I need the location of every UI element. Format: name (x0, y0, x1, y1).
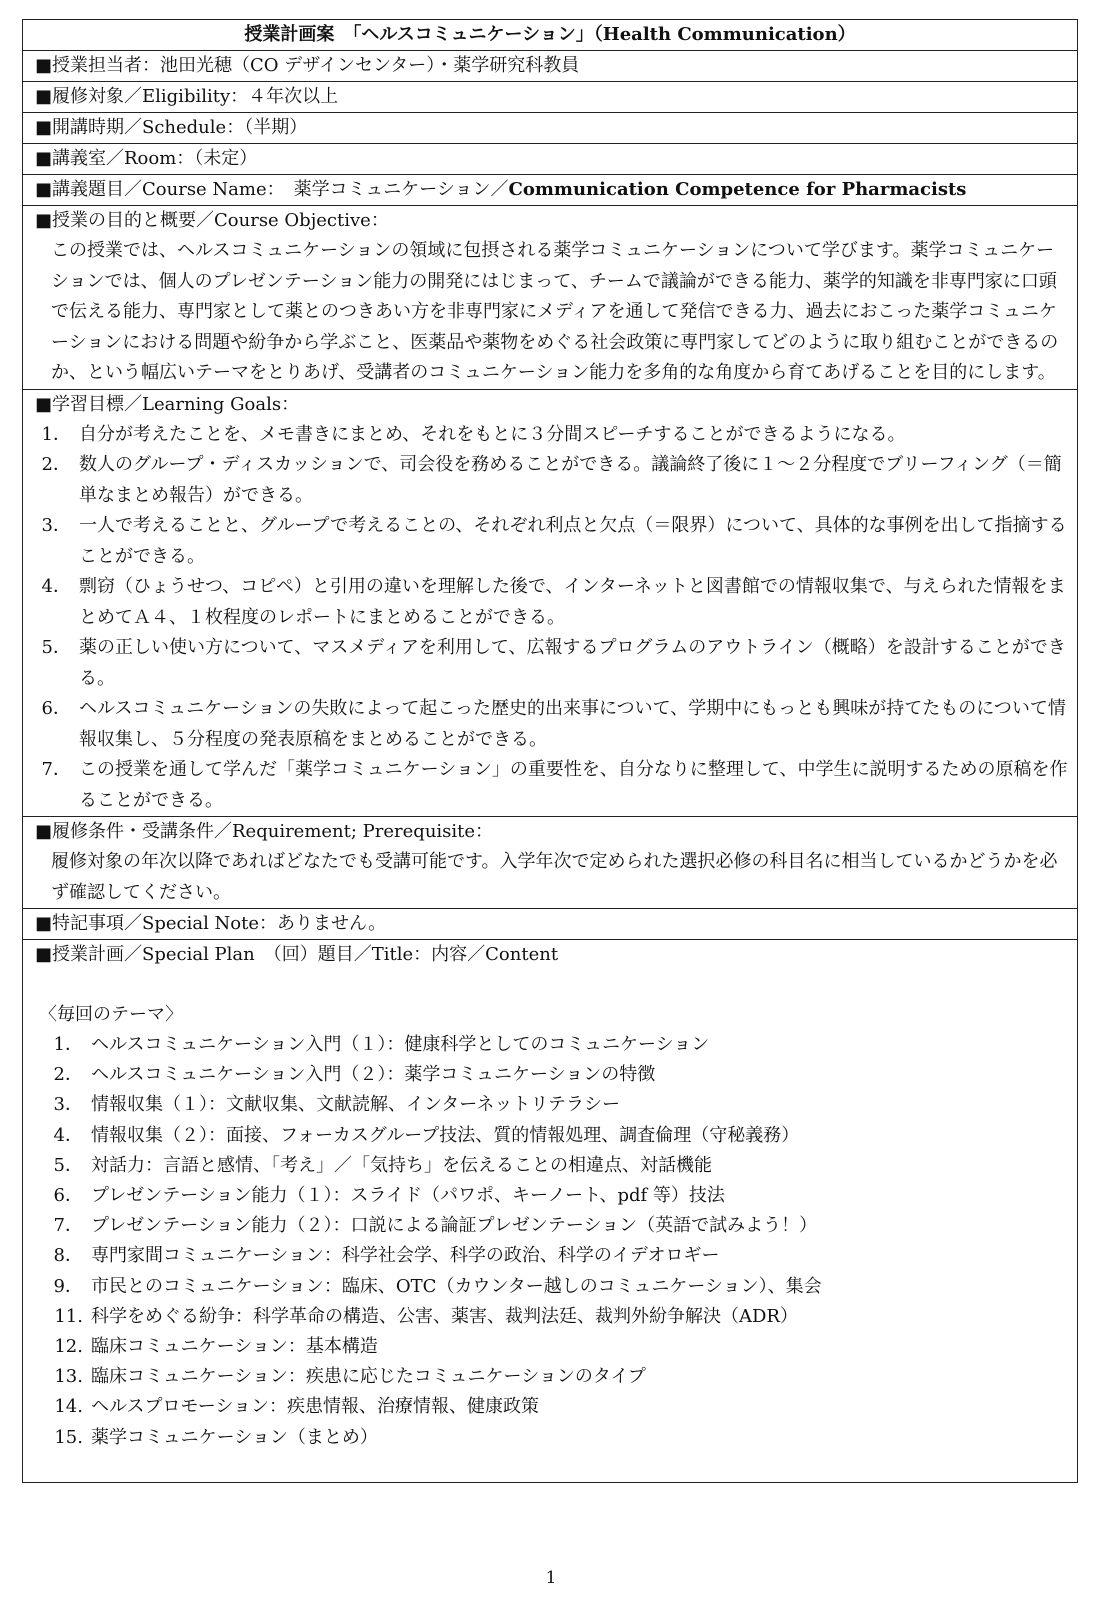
session-number: 7． (53, 1215, 83, 1237)
session-number: 2． (53, 1064, 83, 1086)
theme-label: 〈毎回のテーマ〉 (39, 1004, 183, 1025)
goal-text: ヘルスコミュニケーションの失敗によって起こった歴史的出来事について、学期中にもっとも興味が持てたものについて情報収集し、５分程度の発表原稿をまとめることができる。 (79, 698, 1066, 750)
session-text: 専門家間コミュニケーション：科学社会学、科学の政治、科学のイデオロギー (91, 1245, 720, 1267)
session-item (35, 1151, 1077, 1181)
session-number: 5． (53, 1154, 83, 1176)
session-item (35, 1302, 1077, 1332)
instructor-row: ■授業担当者：池田光穂（CO デザインセンター）・薬学研究科教員 (23, 51, 1077, 82)
goal-number: 5． (41, 637, 71, 658)
requirement-heading: ■履修条件・受講条件／Requirement; Prerequisite： (35, 821, 494, 842)
plan-heading: ■授業計画／Special Plan （回）題目／Title：内容／Content (35, 944, 559, 965)
session-text: 薬学コミュニケーション（まとめ） (91, 1426, 378, 1448)
session-item (35, 1272, 1077, 1302)
session-item (35, 1181, 1077, 1211)
session-text: プレゼンテーション能力（１）：スライド（パワポ、キーノート、pdf 等）技法 (91, 1185, 725, 1207)
room-row: ■講義室／Room：（未定） (23, 144, 1077, 175)
goal-number: 4． (41, 576, 71, 597)
objective-section (23, 206, 1077, 390)
goal-text: 数人のグループ・ディスカッションで、司会役を務めることができる。議論終了後に１～２分程度でブリーフィング（＝簡単なまとめ報告）ができる。 (79, 454, 1062, 506)
goal-text: 一人で考えることと、グループで考えることの、それぞれ利点と欠点（＝限界）について、具体的な事例を出して指摘することができる。 (79, 515, 1067, 567)
goal-number: 1． (41, 423, 71, 445)
goals-section (23, 390, 1077, 818)
session-text: ヘルスコミュニケーション入門（２）：薬学コミュニケーションの特徴 (91, 1064, 656, 1086)
goal-item (35, 694, 1077, 755)
goal-number: 7． (41, 759, 71, 780)
session-text: 情報収集（１）：文献収集、文献読解、インターネットリテラシー (91, 1094, 621, 1116)
goals-list (35, 420, 1077, 817)
session-item (35, 1090, 1077, 1120)
goal-item (35, 633, 1077, 694)
goal-number: 3． (41, 515, 71, 536)
goal-text: この授業を通して学んだ「薬学コミュニケーション」の重要性を、自分なりに整理して、中学生に説明するための原稿を作ることができる。 (79, 759, 1068, 811)
goal-item (35, 420, 1077, 451)
goal-item (35, 450, 1077, 511)
session-text: 対話力：言語と感情、「考え」／「気持ち」を伝えることの相違点、対話機能 (91, 1154, 712, 1176)
plan-spacer (35, 970, 1077, 1000)
course-name-label: ■講義題目／Course Name： 薬学コミュニケーション／ (35, 179, 509, 200)
course-name-english: Communication Competence for Pharmacists (508, 179, 967, 200)
session-text: 情報収集（２）：面接、フォーカスグループ技法、質的情報処理、調査倫理（守秘義務） (91, 1124, 800, 1146)
session-item (35, 1362, 1077, 1392)
goal-item (35, 572, 1077, 633)
session-number: 13. (54, 1366, 83, 1388)
session-item (35, 1241, 1077, 1271)
goal-number: 6． (41, 698, 71, 719)
session-item (35, 1392, 1077, 1422)
document-title: 授業計画案 「ヘルスコミュニケーション」（Health Communication） (23, 20, 1077, 51)
session-item (35, 1332, 1077, 1362)
session-item (35, 1060, 1077, 1090)
session-number: 4． (53, 1124, 83, 1146)
goal-number: 2． (41, 454, 71, 475)
schedule-row: ■開講時期／Schedule：（半期） (23, 113, 1077, 144)
session-text: 科学をめぐる紛争：科学革命の構造、公害、薬害、裁判法廷、裁判外紛争解決（ADR） (91, 1305, 798, 1327)
special-note-row: ■特記事項／Special Note：ありません。 (23, 909, 1077, 940)
syllabus-table (22, 19, 1078, 1483)
objective-text: この授業では、ヘルスコミュニケーションの領域に包摂される薬学コミュニケーションについて学びます。薬学コミュニケーションでは、個人のプレゼンテーション能力の開発にはじまって、チームで議論ができる能力、薬学的知識を非専門家に口頭で伝える能力、専門家として薬とのつきあい方を非専門家にメディアを通して発信できる力、過去におこった薬学コミュニケーションにおける問題や紛争から学ぶこと、医薬品や薬物をめぐる社会政策に専門家してどのように取り組むことができるのか、という幅広いテーマをとりあげ、受講者のコミュニケーション能力を多角的な角度から育てあげることを目的にします。 (51, 240, 1059, 383)
goal-item (35, 511, 1077, 572)
session-number: 9． (53, 1275, 83, 1297)
eligibility-row: ■履修対象／Eligibility：４年次以上 (23, 82, 1077, 113)
session-text: ヘルスプロモーション：疾患情報、治療情報、健康政策 (91, 1396, 540, 1418)
session-text: 臨床コミュニケーション：基本構造 (91, 1336, 378, 1358)
session-number: 11. (54, 1305, 83, 1327)
session-number: 1． (53, 1034, 83, 1055)
course-name-row (23, 175, 1077, 206)
requirement-section (23, 817, 1077, 909)
goal-text: 剽窃（ひょうせつ、コピペ）と引用の違いを理解した後で、インターネットと図書館での情報収集で、与えられた情報をまとめてＡ４、１枚程度のレポートにまとめることができる。 (79, 576, 1066, 628)
session-number: 3． (53, 1094, 83, 1116)
session-number: 6． (53, 1185, 83, 1207)
goal-item (35, 755, 1077, 816)
page-number: 1 (545, 1568, 557, 1588)
goals-heading: ■学習目標／Learning Goals： (35, 393, 300, 415)
session-item (35, 1121, 1077, 1151)
session-text: プレゼンテーション能力（２）：口説による論証プレゼンテーション（英語で試みよう！） (91, 1215, 818, 1237)
plan-section (23, 940, 1077, 1482)
session-number: 14. (54, 1396, 83, 1418)
session-item (35, 1211, 1077, 1241)
objective-heading: ■授業の目的と概要／Course Objective： (35, 210, 389, 231)
goal-text: 薬の正しい使い方について、マスメディアを利用して、広報するプログラムのアウトライン（概略）を設計することができる。 (79, 637, 1066, 689)
session-item (35, 1423, 1077, 1453)
session-list (35, 1030, 1077, 1453)
goal-text: 自分が考えたことを、メモ書きにまとめ、それをもとに３分間スピーチすることができるようになる。 (79, 423, 906, 445)
session-number: 8． (53, 1245, 83, 1267)
session-item (35, 1030, 1077, 1060)
session-number: 12. (54, 1336, 83, 1358)
session-text: 臨床コミュニケーション：疾患に応じたコミュニケーションのタイプ (91, 1366, 646, 1388)
session-number: 15. (54, 1426, 83, 1448)
requirement-text: 履修対象の年次以降であればどなたでも受講可能です。入学年次で定められた選択必修の科目名に相当しているかどうかを必ず確認してください。 (51, 851, 1058, 903)
session-text: ヘルスコミュニケーション入門（１）：健康科学としてのコミュニケーション (91, 1034, 710, 1055)
session-text: 市民とのコミュニケーション：臨床、OTC（カウンター越しのコミュニケーション）、集会 (91, 1275, 822, 1297)
